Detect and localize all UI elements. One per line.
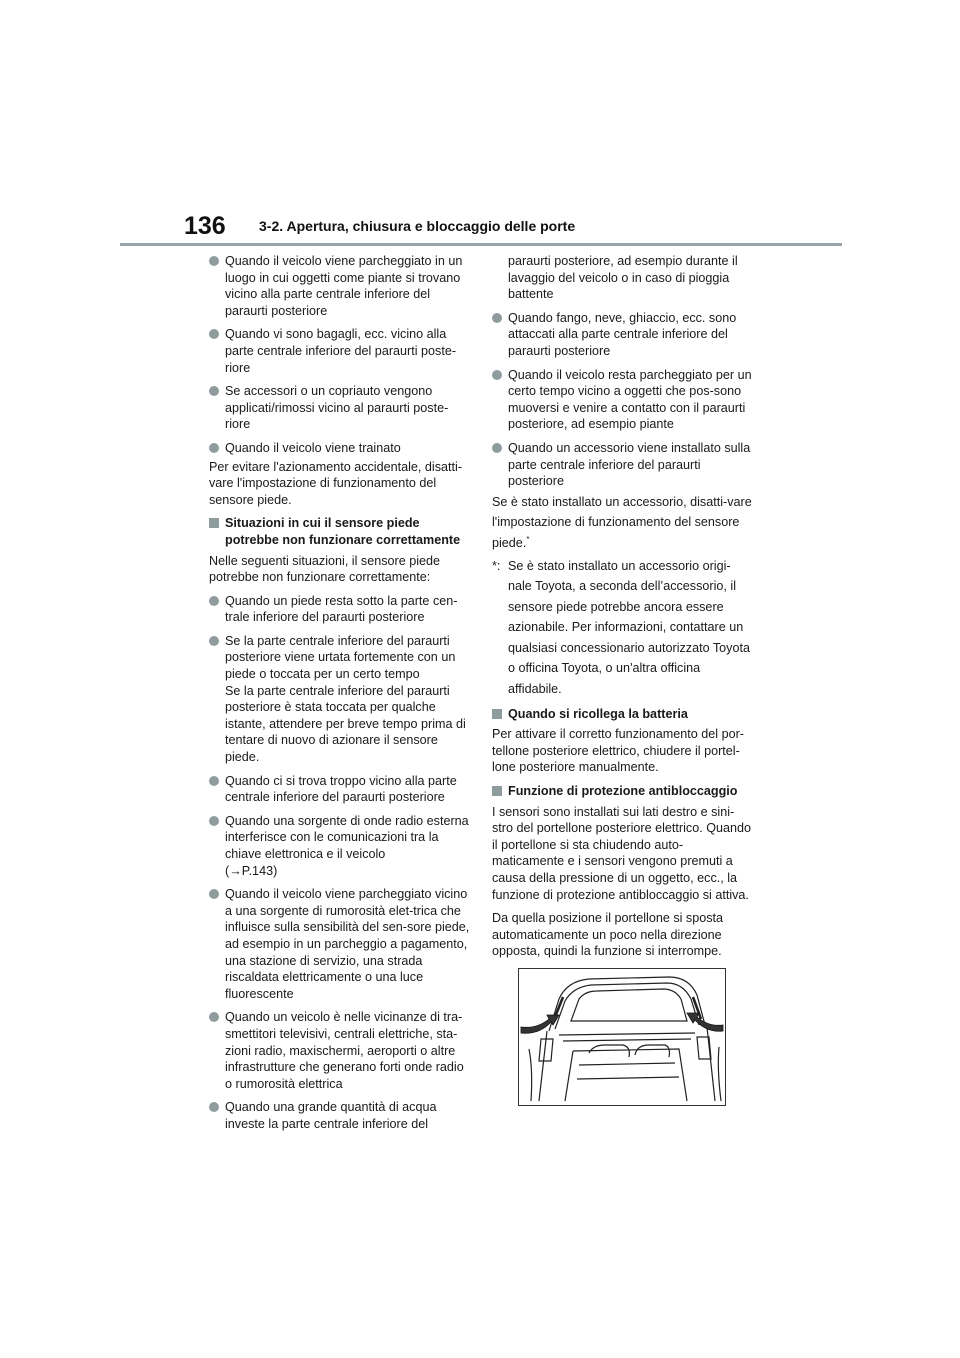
- section-heading: [492, 706, 754, 723]
- header-rule: [120, 243, 842, 246]
- list-item: [209, 1009, 471, 1092]
- bullet-icon: [209, 329, 219, 339]
- section-title: 3-2. Apertura, chiusura e bloccaggio delle porte: [259, 218, 576, 234]
- square-bullet-icon: [209, 518, 219, 528]
- tailgate-drawing: [519, 969, 725, 1105]
- list-item-text: Se la parte centrale inferiore del paraurti posteriore viene urtata fortemente con un piede o toccata per un certo tempo: [225, 633, 456, 682]
- list-item-continuation: paraurti posteriore, ad esempio durante il lavaggio del veicolo o in caso di pioggia battente: [508, 254, 738, 302]
- section-heading-text: Funzione di protezione antibloccaggio: [508, 784, 738, 799]
- list-item-text: Quando il veicolo viene parcheggiato in un luogo in cui oggetti come piante si trovano vicino alla parte centrale inferiore del paraurti posteriore: [225, 254, 463, 318]
- paragraph: [492, 492, 754, 554]
- paragraph: Per attivare il corretto funzionamento del por-tellone posteriore elettrico, chiudere il portel-lone posteriore manualmente.: [492, 727, 744, 775]
- list-item: [492, 367, 754, 433]
- list-item-text: Quando un veicolo è nelle vicinanze di tra-smettitori televisivi, centrali elettriche, sta-zioni radio, maxischermi, aeroporti o altre infrastrutture che generano forti onde radio o rumorosità elettrica: [225, 1010, 464, 1091]
- bullet-icon: [492, 313, 502, 323]
- footnote-text: Se è stato installato un accessorio origi-nale Toyota, a seconda dell’accessorio, il sensore piede potrebbe ancora essere azionabile. Per informazioni, contattare un qualsiasi concessionario autorizzato Toyota o officina Toyota, o un'altra officina affidabile.: [508, 558, 750, 697]
- list-item: [209, 1099, 471, 1132]
- bullet-icon: [209, 596, 219, 606]
- bullet-icon: [209, 889, 219, 899]
- bullet-icon: [209, 443, 219, 453]
- bullet-icon: [209, 386, 219, 396]
- footnote-mark: *:: [492, 558, 501, 573]
- section-heading: [209, 515, 471, 548]
- page-reference-link[interactable]: (→P.143): [225, 863, 278, 878]
- list-item: [209, 813, 471, 879]
- bullet-icon: [492, 443, 502, 453]
- paragraph: I sensori sono installati sui lati destro e sini-stro del portellone posteriore elettrico. Quando il portellone si sta chiudendo auto-maticamente e i sensori vengono premuti a causa della pressione di un oggetto, ecc., la funzione di protezione antibloccaggio si attiva.: [492, 804, 752, 902]
- list-item-text: Se accessori o un copriauto vengono applicati/rimossi vicino al paraurti poste-riore: [225, 384, 449, 432]
- list-item-text: Quando un accessorio viene installato sulla parte centrale inferiore del paraurti posteriore: [508, 440, 751, 489]
- list-item-text: Quando una sorgente di onde radio esterna interferisce con le comunicazioni tra la chiave elettronica e il veicolo: [225, 813, 469, 861]
- paragraph: Nelle seguenti situazioni, il sensore piede potrebbe non funzionare correttamente:: [209, 553, 441, 585]
- list-item: [492, 310, 754, 360]
- list-item: [209, 593, 471, 626]
- tailgate-illustration: [518, 968, 726, 1106]
- section-heading-text: Quando si ricollega la batteria: [508, 706, 688, 721]
- square-bullet-icon: [492, 709, 502, 719]
- bullet-icon: [209, 1012, 219, 1022]
- footnote-marker: *: [526, 534, 530, 544]
- bullet-icon: [209, 1102, 219, 1112]
- list-item-text: Quando il veicolo viene trainato: [225, 440, 401, 455]
- left-column: [209, 253, 471, 1140]
- list-item-text: Quando fango, neve, ghiaccio, ecc. sono attaccati alla parte centrale inferiore del paraurti posteriore: [508, 310, 737, 358]
- paragraph: Per evitare l'azionamento accidentale, disatti-vare l'impostazione di funzionamento del sensore piede.: [209, 459, 463, 507]
- list-item-text: Quando vi sono bagagli, ecc. vicino alla parte centrale inferiore del paraurti poste-riore: [225, 327, 457, 375]
- list-item-text: Quando il veicolo viene parcheggiato vicino a una sorgente di rumorosità elet-trica che influisce sulla sensibilità del sen-sore piede, ad esempio in un parcheggio a pagamento, una stazione di servizio, una strada riscaldata elettricamente o una luce fluorescente: [225, 887, 470, 1001]
- section-heading: [492, 783, 754, 800]
- list-item-text: Se la parte centrale inferiore del paraurti posteriore è stata toccata per qualche istante, attendere per breve tempo prima di tentare di nuovo di azionare il sensore piede.: [225, 683, 466, 765]
- section-heading-text: Situazioni in cui il sensore piede potrebbe non funzionare correttamente: [225, 516, 461, 547]
- list-item-text: Quando il veicolo resta parcheggiato per un certo tempo vicino a oggetti che pos-sono muoversi e venire a contatto con il paraurti posteriore, ad esempio piante: [508, 367, 752, 432]
- list-item-text: Quando ci si trova troppo vicino alla parte centrale inferiore del paraurti posteriore: [225, 773, 457, 805]
- list-item: [492, 440, 754, 490]
- list-item-text: Quando una grande quantità di acqua investe la parte centrale inferiore del: [225, 1100, 437, 1131]
- footnote: [492, 556, 754, 700]
- bullet-icon: [209, 776, 219, 786]
- list-item: [209, 886, 471, 1002]
- paragraph-text: Se è stato installato un accessorio, disatti-vare l'impostazione di funzionamento del sensore piede.: [492, 494, 752, 550]
- list-item: [209, 326, 471, 376]
- list-item: [209, 253, 471, 319]
- paragraph: Da quella posizione il portellone si sposta automaticamente un poco nella direzione opposta, quindi la funzione si interrompe.: [492, 911, 724, 959]
- bullet-icon: [209, 256, 219, 266]
- list-item-text: Quando un piede resta sotto la parte cen-trale inferiore del paraurti posteriore: [225, 593, 458, 625]
- list-item: [209, 383, 471, 433]
- bullet-icon: [209, 816, 219, 826]
- list-item: [209, 633, 471, 766]
- page-number: 136: [184, 212, 226, 240]
- bullet-icon: [492, 370, 502, 380]
- list-item: [209, 440, 471, 457]
- bullet-icon: [209, 636, 219, 646]
- square-bullet-icon: [492, 786, 502, 796]
- right-column: [492, 253, 754, 967]
- list-item: [209, 773, 471, 806]
